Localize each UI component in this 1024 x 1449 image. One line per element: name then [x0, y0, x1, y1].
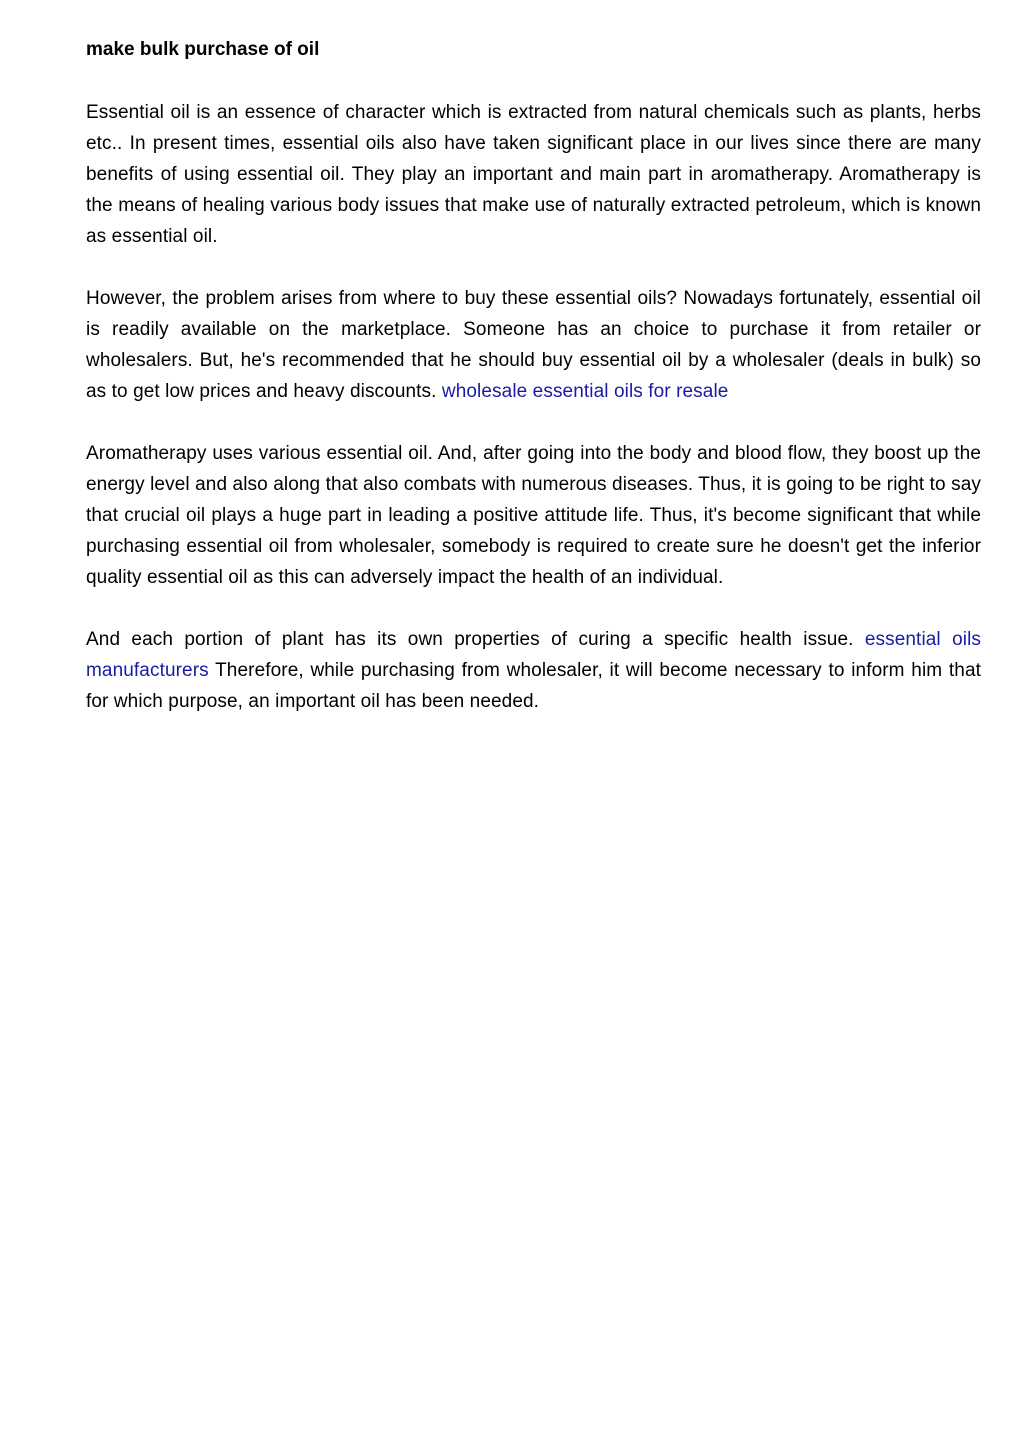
paragraph-4 [86, 624, 981, 717]
document-page [86, 36, 981, 748]
paragraph-2-text: However, the problem arises from where to buy these essential oils? Nowadays fortunately, essential oil is readily available on the marketplace. Someone has an choice to purchase it from retailer or wholesalers. But, he's recommended that he should buy essential oil by a wholesaler (deals in bulk) so as to get low prices and heavy discounts. [86, 288, 981, 402]
paragraph-3-text: Aromatherapy uses various essential oil. And, after going into the body and blood flow, they boost up the energy level and also along that also combats with numerous diseases. Thus, it is going to be right to say that crucial oil plays a huge part in leading a positive attitude life. Thus, it's become significant that while purchasing essential oil from wholesaler, somebody is required to create sure he doesn't get the inferior quality essential oil as this can adversely impact the health of an individual. [86, 443, 981, 588]
paragraph-1 [86, 97, 981, 252]
essential-oils-manufacturers-link[interactable]: essential oils manufacturers [86, 629, 981, 681]
paragraph-4-text-after: Therefore, while purchasing from wholesaler, it will become necessary to inform him that for which purpose, an important oil has been needed. [86, 660, 981, 712]
paragraph-1-text: Essential oil is an essence of character which is extracted from natural chemicals such as plants, herbs etc.. In present times, essential oils also have taken significant place in our lives since there are many benefits of using essential oil. They play an important and main part in aromatherapy. Aromatherapy is the means of healing various body issues that make use of naturally extracted petroleum, which is known as essential oil. [86, 102, 981, 247]
paragraph-4-text: And each portion of plant has its own properties of curing a specific health issue. [86, 629, 865, 650]
wholesale-essential-oils-link[interactable]: wholesale essential oils for resale [441, 381, 729, 402]
document-title: make bulk purchase of oil [86, 39, 320, 60]
paragraph-3 [86, 438, 981, 593]
paragraph-2 [86, 283, 981, 407]
